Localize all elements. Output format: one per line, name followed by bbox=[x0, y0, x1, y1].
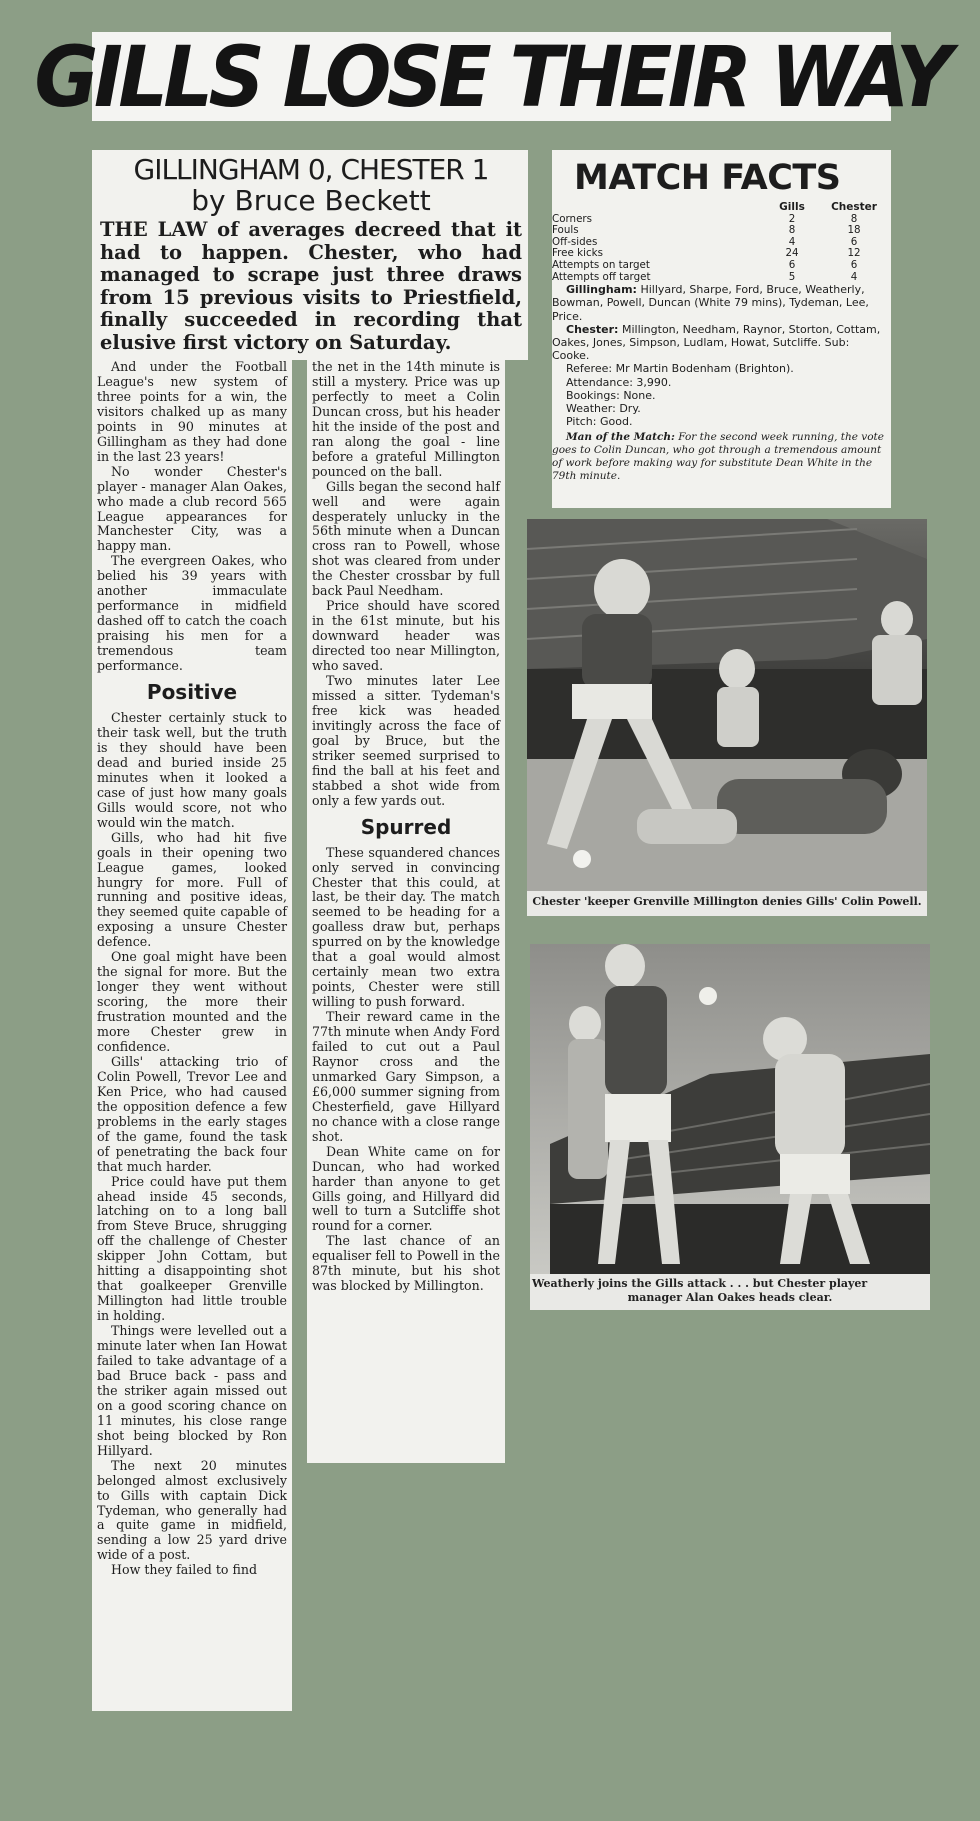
gillingham-team: Hillyard, Sharpe, Ford, Bruce, Weatherly, Bowman, Powell, Duncan (White 79 mins), Tydeman, Lee, Price. bbox=[552, 283, 869, 323]
teams-and-officials bbox=[552, 283, 885, 428]
col-header-gills: Gills bbox=[779, 201, 805, 213]
paragraph: How they failed to find bbox=[111, 1562, 258, 1578]
match-facts-title: MATCH FACTS bbox=[574, 158, 841, 198]
scoreline: GILLINGHAM 0, CHESTER 1 bbox=[133, 153, 489, 186]
paragraph: Two minutes later Lee missed a sitter. Tydeman's free kick was headed invitingly across the face of goal by Bruce, but the striker seemed surprised to find the ball at his feet and stabbed a shot wide from only a few yards out. bbox=[312, 673, 500, 808]
byline: by Bruce Beckett bbox=[191, 184, 431, 217]
table-row: Attempts off target 5 4 bbox=[552, 270, 858, 283]
referee: Referee: Mr Martin Bodenham (Brighton). bbox=[566, 362, 794, 376]
bookings: Bookings: None. bbox=[566, 388, 656, 402]
motm-text: For the second week running, the vote goes to Colin Duncan, who got through a tremendous amount of work before making way for substitute Dean White in the 79th minute. bbox=[552, 431, 884, 482]
paragraph: Things were levelled out a minute later when Ian Howat failed to take advantage of a bad Bruce back - pass and the striker again missed out on a good scoring chance on 11 minutes, his close range shot being blocked by Ron Hillyard. bbox=[97, 1323, 287, 1458]
story-column-1 bbox=[92, 358, 292, 1711]
photo-caption-line1: Weatherly joins the Gills attack . . . but Chester player bbox=[532, 1277, 868, 1290]
subheading-spurred: Spurred bbox=[360, 814, 452, 839]
table-row: Off-sides 4 6 bbox=[552, 235, 858, 248]
photo-goalkeeper-save bbox=[527, 519, 927, 916]
paragraph: Price should have scored in the 61st minute, but his downward header was directed too near Millington, who saved. bbox=[312, 598, 500, 674]
weather: Weather: Dry. bbox=[566, 401, 641, 415]
table-row: Attempts on target 6 6 bbox=[552, 258, 858, 271]
photo-image bbox=[527, 519, 927, 916]
col-header-chester: Chester bbox=[831, 201, 877, 213]
lead-paragraph: THE LAW of averages decreed that it had to happen. Chester, who had managed to scrape just three draws from 15 previous visits to Priestfield, finally succeeded in recording that elusive first victory on Saturday. bbox=[100, 218, 522, 354]
photo-image bbox=[530, 944, 930, 1274]
pitch: Pitch: Good. bbox=[566, 415, 633, 429]
table-row: Free kicks 24 12 bbox=[552, 247, 861, 260]
photo-caption-line2: manager Alan Oakes heads clear. bbox=[627, 1291, 833, 1304]
paragraph: The next 20 minutes belonged almost exclusively to Gills with captain Dick Tydeman, who generally had a quite game in midfield, sending a low 25 yard drive wide of a post. bbox=[97, 1457, 287, 1563]
chester-label: Chester: bbox=[566, 322, 619, 336]
paragraph: The last chance of an equaliser fell to Powell in the 87th minute, but his shot was blocked by Millington. bbox=[312, 1233, 500, 1294]
photo-caption: Chester 'keeper Grenville Millington denies Gills' Colin Powell. bbox=[532, 895, 922, 908]
match-facts-box bbox=[552, 150, 891, 508]
paragraph: No wonder Chester's player - manager Alan Oakes, who made a club record 565 League appearances for Manchester City, was a happy man. bbox=[97, 463, 287, 554]
paragraph: One goal might have been the signal for more. But the longer they went without scoring, the more their frustration mounted and the more Chester grew in confidence. bbox=[97, 949, 287, 1054]
paragraph: Price could have put them ahead inside 45 seconds, latching on to a long ball from Steve Bruce, shrugging off the challenge of Chester skipper John Cottam, but hitting a disappointing shot that goalkeeper Grenville Millington had little trouble in holding. bbox=[97, 1173, 287, 1324]
headline-clipping bbox=[34, 27, 949, 126]
paragraph: Chester certainly stuck to their task well, but the truth is they should have been dead and buried inside 25 minutes when it looked a case of just how many goals Gills would score, not who would win the match. bbox=[97, 710, 287, 830]
headline: GILLS LOSE THEIR WAY bbox=[34, 27, 949, 126]
match-stats-table bbox=[552, 202, 885, 283]
subheading-positive: Positive bbox=[146, 680, 238, 705]
motm-label: Man of the Match: bbox=[566, 431, 675, 444]
table-row: Corners 2 8 bbox=[552, 212, 858, 225]
paragraph: Gills' attacking trio of Colin Powell, Trevor Lee and Ken Price, who had caused the opposition defence a few problems in the early stages of the game, found the task of penetrating the back four that much harder. bbox=[97, 1053, 287, 1174]
attendance: Attendance: 3,990. bbox=[566, 375, 672, 389]
paragraph: Gills began the second half well and were again desperately unlucky in the 56th minute when a Duncan cross ran to Powell, whose shot was cleared from under the Chester crossbar by full back Paul Needham. bbox=[312, 478, 500, 599]
chester-team: Millington, Needham, Raynor, Storton, Cottam, Oakes, Jones, Simpson, Ludlam, Howat, Sutcliffe. Sub: Cooke. bbox=[552, 322, 881, 363]
photo-header-challenge bbox=[530, 944, 930, 1310]
paragraph: The evergreen Oakes, who belied his 39 years with another immaculate performance in midfield dashed off to catch the coach praising his men for a tremendous team performance. bbox=[97, 553, 287, 674]
paragraph: These squandered chances only served in convincing Chester that this could, at last, be their day. The match seemed to be heading for a goalless draw but, perhaps spurred on by the knowledge that a goal would almost certainly mean two extra points, Chester were still willing to push forward. bbox=[312, 844, 500, 1010]
table-row: Fouls 8 18 bbox=[552, 224, 861, 237]
paragraph: Gills, who had hit five goals in their opening two League games, looked hungry for more. Full of running and positive ideas, they seemed quite capable of exposing a unsure Chester defence. bbox=[97, 829, 287, 950]
gillingham-label: Gillingham: bbox=[566, 283, 637, 297]
paragraph: Their reward came in the 77th minute when Andy Ford failed to cut out a Paul Raynor cross and the unmarked Gary Simpson, a £6,000 summer signing from Chesterfield, gave Hillyard no chance with a close range shot. bbox=[312, 1009, 500, 1144]
story-header bbox=[92, 150, 528, 360]
story-column-2 bbox=[307, 358, 505, 1463]
paragraph: Dean White came on for Duncan, who had worked harder than anyone to get Gills going, and Hillyard did well to turn a Sutcliffe shot round for a corner. bbox=[312, 1143, 500, 1234]
paragraph: And under the Football League's new system of three points for a win, the visitors chalked up as many points in 90 minutes at Gillingham as they had done in the last 23 years! bbox=[97, 359, 287, 464]
paragraph: the net in the 14th minute is still a mystery. Price was up perfectly to meet a Colin Duncan cross, but his header hit the inside of the post and ran along the goal - line before a grateful Millington pounced on the ball. bbox=[312, 359, 500, 479]
